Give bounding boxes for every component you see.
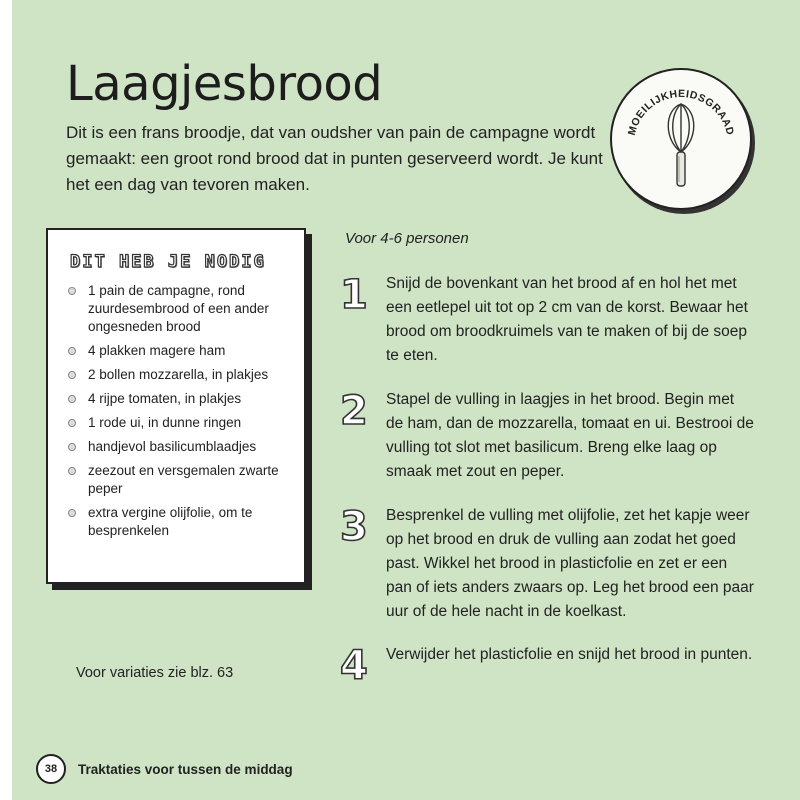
bullet-icon — [68, 467, 76, 475]
bullet-icon — [68, 509, 76, 517]
ingredient-text: 4 rijpe tomaten, in plakjes — [88, 391, 242, 406]
step-text: Verwijder het plasticfolie en snijd het brood in punten. — [386, 646, 753, 663]
step-number: 2 — [340, 388, 368, 434]
ingredient-item — [64, 504, 290, 540]
step-text: Besprenkel de vulling met olijfolie, zet het kapje weer op het brood en druk de vulling aan zodat het goed past. Wikkel het brood in plasticfolie en zet er een pan of iets anders zwaars op. Leg het brood een paar uur of de hele nacht in de koelkast. — [386, 507, 754, 620]
ingredient-text: zeezout en versgemalen zwarte peper — [88, 463, 279, 496]
bullet-icon — [68, 371, 76, 379]
whisk-icon — [658, 100, 704, 192]
step-number: 1 — [340, 272, 368, 318]
bullet-icon — [68, 347, 76, 355]
ingredients-box — [46, 228, 306, 584]
step-text: Snijd de bovenkant van het brood af en hol het met een eetlepel uit tot op 2 cm van de korst. Bewaar het brood om broodkruimels van te maken of bij de soep te eten. — [386, 275, 748, 364]
ingredient-text: handjevol basilicumblaadjes — [88, 439, 257, 454]
step-text: Stapel de vulling in laagjes in het brood. Begin met de ham, dan de mozzarella, tomaat en ui. Bestrooi de vulling tot slot met basilicum. Breng elke laag op smaak met zout en peper. — [386, 391, 754, 480]
bullet-icon — [68, 443, 76, 451]
bullet-icon — [68, 287, 76, 295]
difficulty-label-text: MOEILIJKHEIDSGRAAD — [625, 87, 737, 137]
step-number: 3 — [340, 504, 368, 550]
ingredient-item — [64, 462, 290, 498]
ingredient-text: 1 pain de campagne, rond zuurdesembrood of een ander ongesneden brood — [88, 283, 269, 334]
ingredient-item — [64, 438, 290, 456]
ingredient-item — [64, 366, 290, 384]
difficulty-badge — [610, 68, 752, 210]
ingredient-text: extra vergine olijfolie, om te besprenkelen — [88, 505, 253, 538]
bullet-icon — [68, 395, 76, 403]
ingredients-heading: DIT HEB JE NODIG — [70, 252, 266, 272]
servings: Voor 4-6 personen — [345, 230, 469, 247]
ingredients-list — [64, 282, 290, 540]
ingredient-item — [64, 342, 290, 360]
ingredient-item — [64, 390, 290, 408]
step-number: 4 — [340, 643, 368, 689]
ingredient-text: 4 plakken magere ham — [88, 343, 226, 358]
variations-note: Voor variaties zie blz. 63 — [76, 665, 234, 681]
recipe-title: Laagjesbrood — [66, 56, 383, 112]
ingredient-text: 1 rode ui, in dunne ringen — [88, 415, 242, 430]
ingredient-item — [64, 414, 290, 432]
bullet-icon — [68, 419, 76, 427]
page-footer — [36, 754, 293, 784]
section-title: Traktaties voor tussen de middag — [78, 761, 293, 777]
ingredient-text: 2 bollen mozzarella, in plakjes — [88, 367, 269, 382]
page-number: 38 — [36, 754, 66, 784]
recipe-intro: Dit is een frans broodje, dat van oudsher van pain de campagne wordt gemaakt: een groot rond brood dat in punten geserveerd wordt. Je kunt het een dag van tevoren maken. — [66, 123, 603, 194]
ingredient-item — [64, 282, 290, 336]
